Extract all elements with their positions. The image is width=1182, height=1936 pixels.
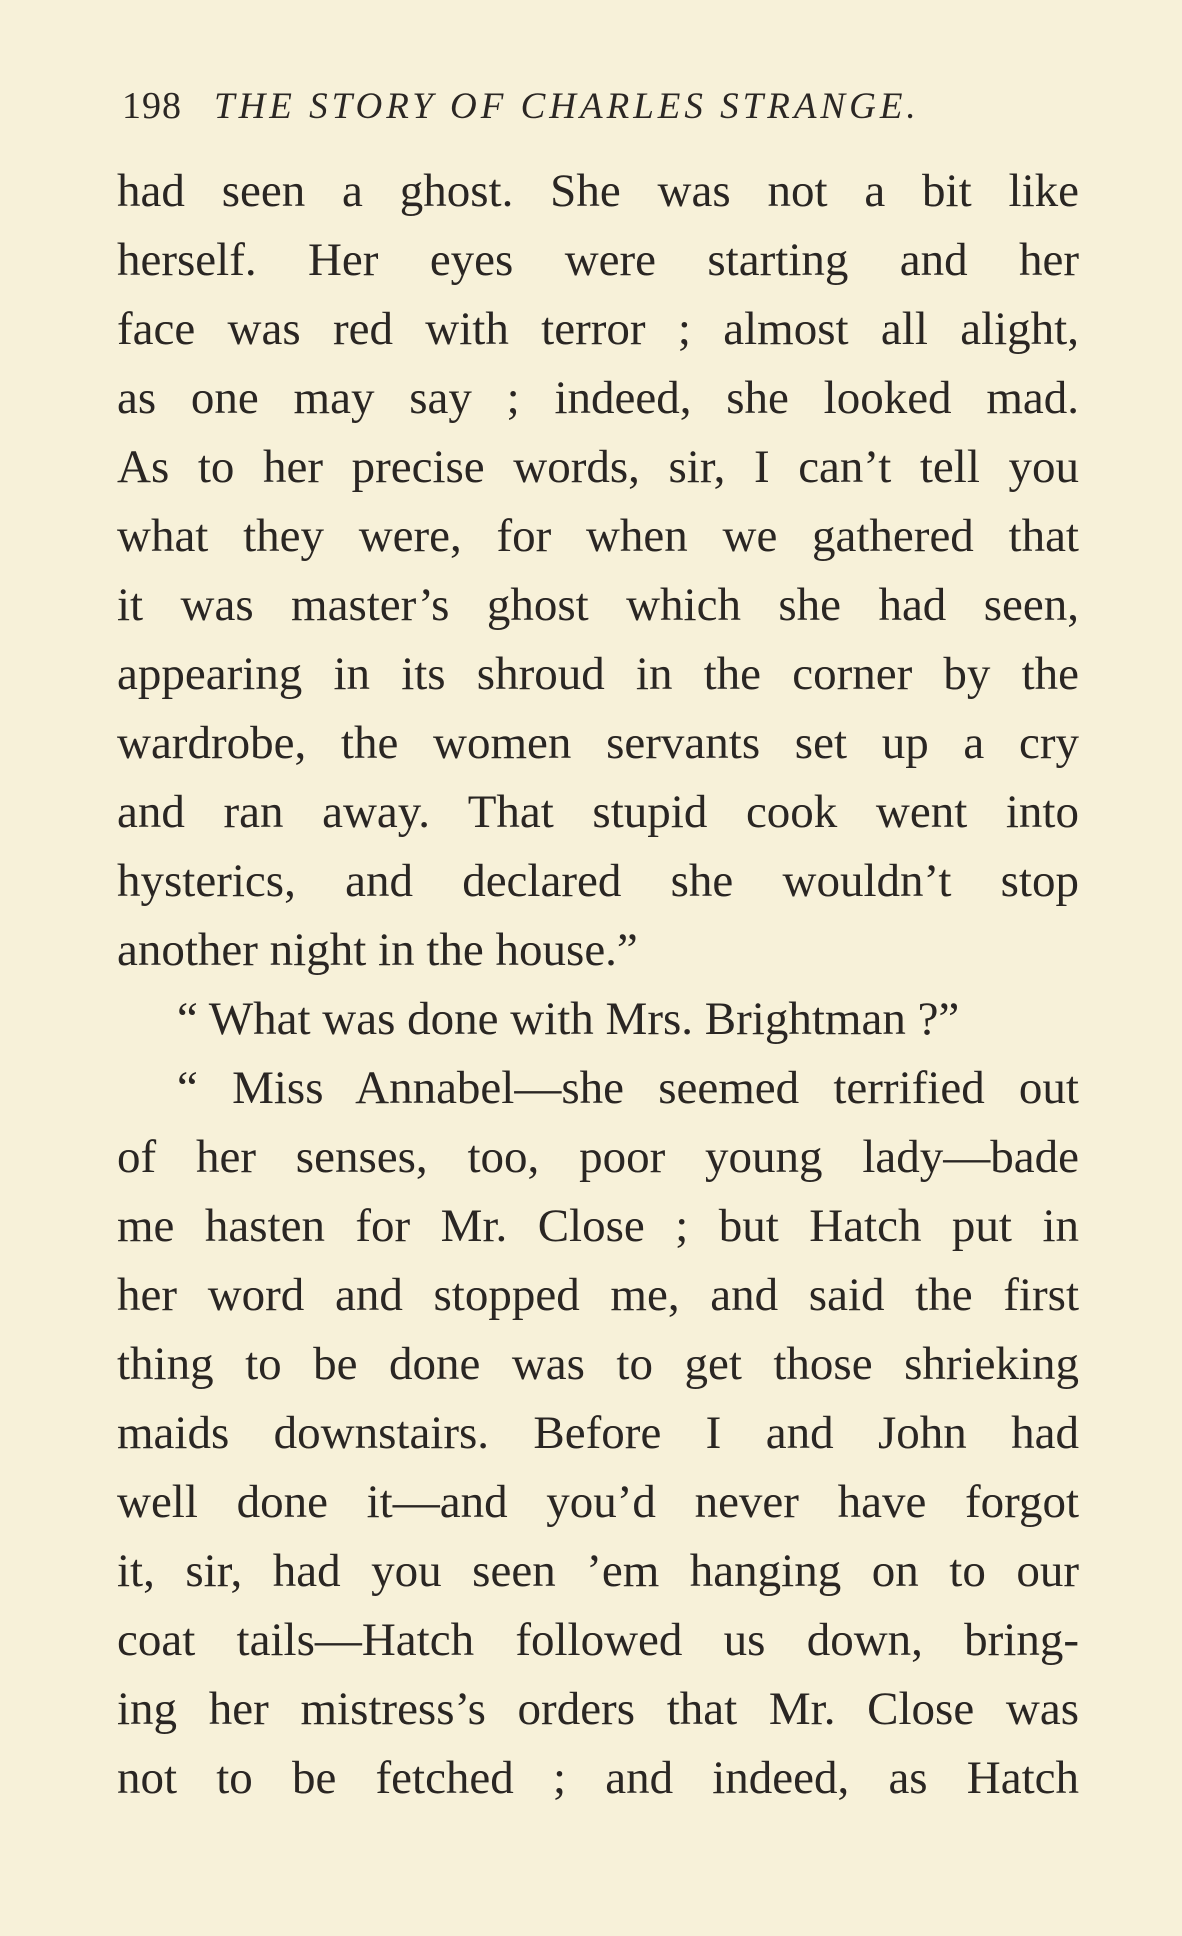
text-line-16: me hasten for Mr. Close ; but Hatch put in [117, 1200, 1079, 1252]
text-line-17: her word and stopped me, and said the first [117, 1269, 1079, 1321]
text-line-7: it was master’s ghost which she had seen, [117, 579, 1079, 631]
text-line-12: another night in the house.” [117, 924, 638, 976]
running-title: THE STORY OF CHARLES STRANGE. [214, 86, 920, 127]
text-line-13: “ What was done with Mrs. Brightman ?” [177, 993, 960, 1045]
text-line-4: as one may say ; indeed, she looked mad. [117, 372, 1079, 424]
text-line-9: wardrobe, the women servants set up a cry [117, 717, 1079, 769]
text-line-20: well done it—and you’d never have forgot [117, 1476, 1079, 1528]
text-line-24: not to be fetched ; and indeed, as Hatch [117, 1752, 1079, 1804]
text-line-3: face was red with terror ; almost all alight, [117, 303, 1079, 355]
text-line-18: thing to be done was to get those shrieking [117, 1338, 1079, 1390]
text-line-14: “ Miss Annabel—she seemed terrified out [177, 1062, 1079, 1114]
text-line-5: As to her precise words, sir, I can’t tell you [117, 441, 1079, 493]
text-line-10: and ran away. That stupid cook went into [117, 786, 1079, 838]
text-line-21: it, sir, had you seen ’em hanging on to our [117, 1545, 1079, 1597]
text-line-2: herself. Her eyes were starting and her [117, 234, 1079, 286]
text-line-1: had seen a ghost. She was not a bit like [117, 165, 1079, 217]
text-line-6: what they were, for when we gathered that [117, 510, 1079, 562]
text-line-23: ing her mistress’s orders that Mr. Close was [117, 1683, 1079, 1735]
text-line-8: appearing in its shroud in the corner by the [117, 648, 1079, 700]
running-head [122, 76, 1062, 136]
body-text [117, 157, 1079, 1813]
page-number: 198 [122, 85, 182, 127]
text-line-19: maids downstairs. Before I and John had [117, 1407, 1079, 1459]
text-line-15: of her senses, too, poor young lady—bade [117, 1131, 1079, 1183]
text-line-11: hysterics, and declared she wouldn’t stop [117, 855, 1079, 907]
text-line-22: coat tails—Hatch followed us down, bring- [117, 1614, 1079, 1666]
